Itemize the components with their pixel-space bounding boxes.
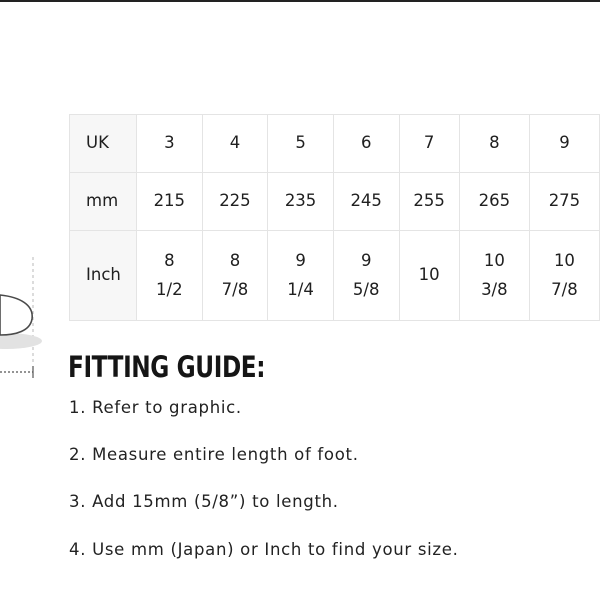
table-row-mm bbox=[70, 173, 600, 231]
inch-whole: 9 bbox=[360, 250, 372, 270]
top-rule bbox=[0, 0, 600, 2]
table-row-inch bbox=[70, 231, 600, 321]
inch-fraction: 1/4 bbox=[287, 280, 314, 299]
cell-inch bbox=[137, 231, 203, 321]
cell-inch bbox=[268, 231, 334, 321]
inch-fraction: 3/8 bbox=[481, 280, 508, 299]
cell-mm: 225 bbox=[202, 173, 268, 231]
cell-mm: 245 bbox=[333, 173, 399, 231]
cell-inch bbox=[459, 231, 529, 321]
inch-whole: 8 bbox=[229, 250, 241, 270]
inch-fraction: 5/8 bbox=[352, 280, 380, 299]
inch-fraction: 7/8 bbox=[551, 280, 578, 299]
inch-whole: 9 bbox=[295, 250, 306, 270]
cell-mm: 215 bbox=[137, 173, 203, 231]
fitting-step: 2. Measure entire length of foot. bbox=[69, 445, 359, 464]
cell-inch bbox=[529, 231, 599, 321]
cell-inch bbox=[399, 231, 459, 321]
cell-uk: 9 bbox=[529, 115, 599, 173]
row-label: mm bbox=[70, 173, 137, 231]
cell-mm: 235 bbox=[268, 173, 334, 231]
cell-uk: 3 bbox=[137, 115, 203, 173]
inch-fraction: 1/2 bbox=[156, 280, 183, 299]
cell-uk: 7 bbox=[399, 115, 459, 173]
fitting-step: 3. Add 15mm (5/8”) to length. bbox=[69, 492, 339, 511]
foot-outline-graphic bbox=[0, 255, 50, 385]
inch-whole: 10 bbox=[553, 250, 575, 270]
cell-inch bbox=[333, 231, 399, 321]
cell-mm: 255 bbox=[399, 173, 459, 231]
cell-mm: 265 bbox=[459, 173, 529, 231]
cell-uk: 5 bbox=[268, 115, 334, 173]
cell-inch bbox=[202, 231, 268, 321]
row-label: Inch bbox=[70, 231, 137, 321]
inch-fraction: 7/8 bbox=[221, 280, 249, 299]
size-table bbox=[69, 114, 600, 321]
fitting-step: 4. Use mm (Japan) or Inch to find your size. bbox=[69, 540, 459, 559]
cell-mm: 275 bbox=[529, 173, 599, 231]
row-label: UK bbox=[70, 115, 137, 173]
fitting-guide-title: FITTING GUIDE: bbox=[68, 350, 266, 384]
inch-whole: 10 bbox=[418, 265, 440, 285]
inch-whole: 8 bbox=[164, 250, 175, 270]
cell-uk: 8 bbox=[459, 115, 529, 173]
cell-uk: 4 bbox=[202, 115, 268, 173]
fitting-step: 1. Refer to graphic. bbox=[69, 398, 242, 417]
table-row-uk bbox=[70, 115, 600, 173]
cell-uk: 6 bbox=[333, 115, 399, 173]
inch-whole: 10 bbox=[483, 250, 505, 270]
